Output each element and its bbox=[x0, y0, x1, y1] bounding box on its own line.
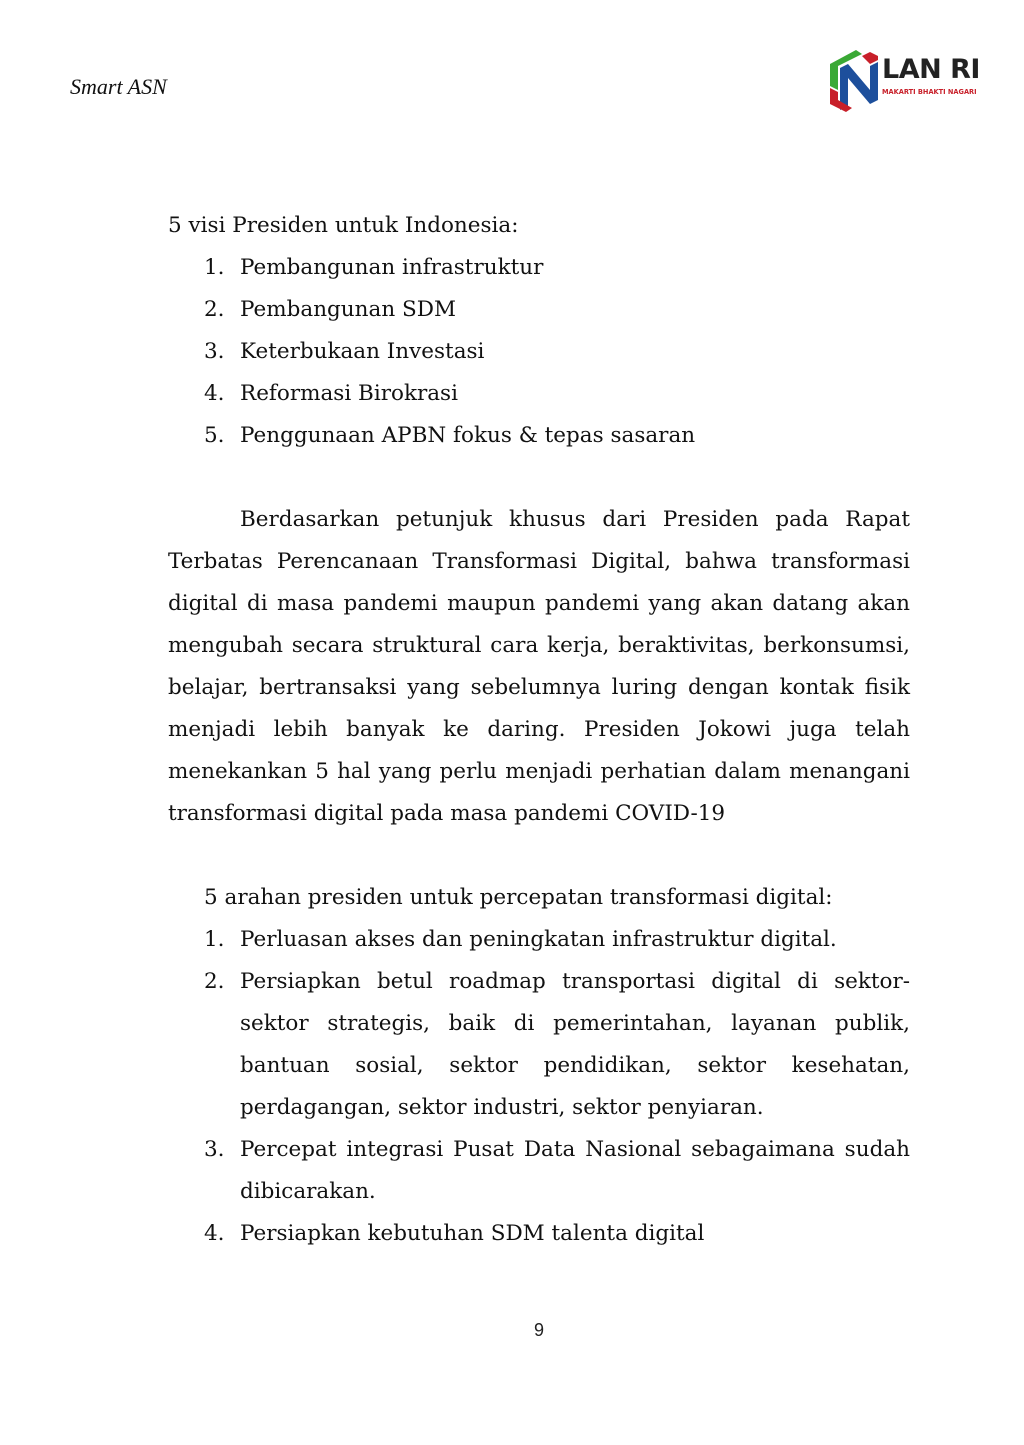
list-item bbox=[168, 415, 910, 457]
list-item-text: Keterbukaan Investasi bbox=[240, 339, 485, 364]
list-item-text: Persiapkan betul roadmap transportasi digital di sektor-sektor strategis, baik di pemerintahan, layanan publik, bantuan sosial, sektor pendidikan, sektor kesehatan, perdagangan, sektor industri, sektor penyiaran. bbox=[240, 969, 910, 1120]
list-item bbox=[168, 331, 910, 373]
list-item-text: Pembangunan SDM bbox=[240, 297, 456, 322]
list-item-number: 1. bbox=[204, 255, 225, 280]
vision-list bbox=[168, 247, 910, 457]
list-item-text: Percepat integrasi Pusat Data Nasional sebagaimana sudah dibicarakan. bbox=[240, 1137, 910, 1204]
body-paragraph: Berdasarkan petunjuk khusus dari Presiden pada Rapat Terbatas Perencanaan Transformasi Digital, bahwa transformasi digital di masa pandemi maupun pandemi yang akan datang akan mengubah secara struktural cara kerja, beraktivitas, berkonsumsi, belajar, bertransaksi yang sebelumnya luring dengan kontak fisik menjadi lebih banyak ke daring. Presiden Jokowi juga telah menekankan 5 hal yang perlu menjadi perhatian dalam menangani transformasi digital pada masa pandemi COVID-19 bbox=[168, 507, 910, 826]
list-item bbox=[168, 1213, 910, 1255]
list-item-text: Persiapkan kebutuhan SDM talenta digital bbox=[240, 1221, 705, 1246]
list-item-text: Penggunaan APBN fokus & tepas sasaran bbox=[240, 423, 696, 448]
lan-ri-logo bbox=[830, 50, 990, 112]
list-item bbox=[168, 289, 910, 331]
vision-heading: 5 visi Presiden untuk Indonesia: bbox=[168, 213, 519, 238]
list-item bbox=[168, 373, 910, 415]
list-item-number: 3. bbox=[204, 1137, 225, 1162]
list-item-text: Perluasan akses dan peningkatan infrastruktur digital. bbox=[240, 927, 837, 952]
lan-ri-logo-mark bbox=[830, 50, 882, 112]
list-item-text: Pembangunan infrastruktur bbox=[240, 255, 544, 280]
list-item-number: 4. bbox=[204, 1221, 225, 1246]
logo-tagline: MAKARTI BHAKTI NAGARI bbox=[882, 88, 977, 96]
page-number: 9 bbox=[533, 1320, 544, 1340]
list-item-text: Reformasi Birokrasi bbox=[240, 381, 458, 406]
page-content bbox=[168, 205, 910, 1255]
directive-list bbox=[168, 919, 910, 1255]
logo-wordmark: LAN RI bbox=[882, 54, 980, 85]
list-item-number: 4. bbox=[204, 381, 225, 406]
list-item bbox=[168, 919, 910, 961]
directive-heading: 5 arahan presiden untuk percepatan transformasi digital: bbox=[204, 885, 833, 910]
list-item-number: 5. bbox=[204, 423, 225, 448]
list-item-number: 1. bbox=[204, 927, 225, 952]
list-item-number: 2. bbox=[204, 969, 225, 994]
running-header-title: Smart ASN bbox=[70, 74, 167, 99]
list-item-number: 3. bbox=[204, 339, 225, 364]
list-item-number: 2. bbox=[204, 297, 225, 322]
list-item bbox=[168, 247, 910, 289]
list-item bbox=[168, 961, 910, 1129]
list-item bbox=[168, 1129, 910, 1213]
